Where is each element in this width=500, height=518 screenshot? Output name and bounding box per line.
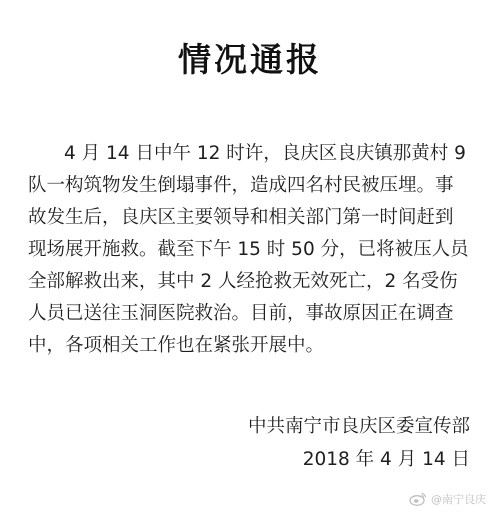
- weibo-watermark: [409, 491, 486, 507]
- body-line: 4 月 14 日中午 12 时许，良庆区良庆镇那黄村 9: [64, 143, 466, 164]
- body-line: 人员已送往玉洞医院救治。目前，事故原因正在调查: [28, 303, 454, 324]
- notice-title: 情况通报: [178, 40, 322, 79]
- body-line: 全部解救出来，其中 2 人经抢救无效死亡，2 名受伤: [28, 271, 458, 292]
- watermark-text: @南宁良庆: [431, 493, 486, 506]
- notice-body: [28, 138, 480, 362]
- issue-date: 2018 年 4 月 14 日: [302, 449, 470, 470]
- weibo-icon: [409, 492, 427, 506]
- body-line: 故发生后，良庆区主要领导和相关部门第一时间赶到: [28, 207, 454, 228]
- signature-block: [248, 410, 470, 476]
- body-line: 现场展开施救。截至下午 15 时 50 分，已将被压人员: [28, 239, 469, 260]
- body-line: 中，各项相关工作也在紧张开展中。: [28, 335, 325, 356]
- issuer-name: 中共南宁市良庆区委宣传部: [247, 416, 470, 437]
- body-line: 队一构筑物发生倒塌事件，造成四名村民被压埋。事: [28, 175, 454, 196]
